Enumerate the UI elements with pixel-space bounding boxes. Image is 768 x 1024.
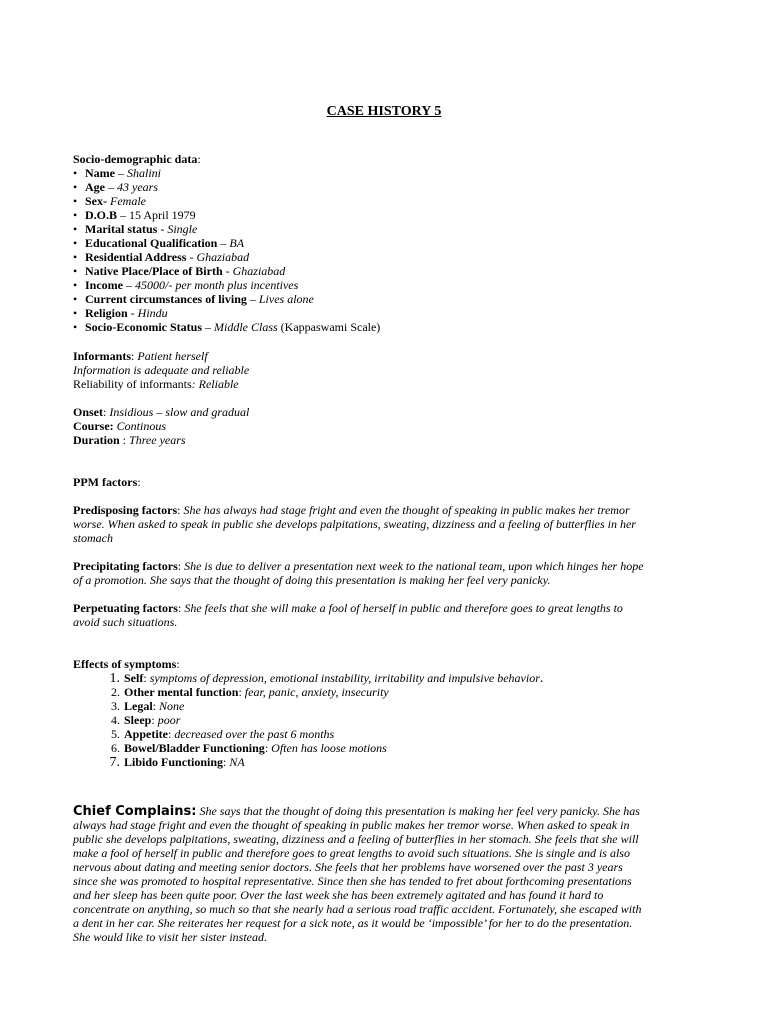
socio-item-value: Shalini [127, 166, 162, 180]
effect-label: Libido Functioning [124, 755, 224, 769]
socio-item-label: Socio-Economic Status [85, 320, 202, 334]
effect-label: Legal [124, 699, 153, 713]
effect-value: Often has loose motions [271, 741, 387, 755]
bullet-icon: • [73, 306, 78, 320]
socio-item-value: 45000/- per month plus incentives [135, 278, 299, 292]
precipitating-factors: Precipitating factors: She is due to deliver a presentation next week to the national team, upon which hinges her hope of a promotion. She says that the thought of doing this presentation is making her feel very panicky. [73, 559, 644, 587]
effect-label: Other mental function [124, 685, 239, 699]
bullet-icon: • [73, 166, 78, 180]
effect-item: 4. Sleep: poor [111, 713, 181, 727]
socio-item: • Name – Shalini [73, 166, 162, 180]
effect-value: symptoms of depression, emotional instability, irritability and impulsive behavior [149, 671, 540, 685]
socio-item-value: Hindu [137, 306, 168, 320]
effects-list [73, 671, 698, 769]
effect-value: fear, panic, anxiety, insecurity [244, 685, 389, 699]
socio-item [73, 194, 698, 208]
socio-item: • Socio-Economic Status – Middle Class (Kappaswami Scale) [73, 320, 381, 334]
socio-item-label: Age [85, 180, 105, 194]
socio-item: • Residential Address - Ghaziabad [73, 250, 250, 264]
socio-item-label: Income [85, 278, 123, 292]
socio-item-value: Ghaziabad [232, 264, 286, 278]
bullet-icon: • [73, 292, 78, 306]
socio-item-label: D.O.B [85, 208, 118, 222]
onset-line: Onset: Insidious – slow and gradual [73, 405, 250, 419]
socio-item: • Native Place/Place of Birth - Ghaziabad [73, 264, 286, 278]
effect-value: None [159, 699, 185, 713]
perpetuating-factors: Perpetuating factors: She feels that she will make a fool of herself in public and therefore goes to great lengths to avoid such situations. [73, 601, 623, 629]
page-title: CASE HISTORY 5 [326, 104, 442, 119]
effect-value: decreased over the past 6 months [174, 727, 335, 741]
ppm-heading: PPM factors: [73, 475, 141, 489]
bullet-icon: • [73, 236, 78, 250]
bullet-icon: • [73, 208, 78, 222]
socio-item-label: Religion [85, 306, 128, 320]
socio-item-value: Middle Class [214, 320, 278, 334]
effect-item: 5. Appetite: decreased over the past 6 months [111, 727, 335, 741]
predisposing-factors: Predisposing factors: She has always had stage fright and even the thought of speaking in public makes her tremor worse. When asked to speak in public she develops palpitations, sweating, dizziness and a feeling of butterflies in her stomach [73, 503, 636, 545]
chief-complaints-label: Chief Complains: [73, 804, 197, 819]
socio-item-label: Residential Address [85, 250, 187, 264]
effect-value: NA [229, 755, 245, 769]
bullet-icon: • [73, 250, 78, 264]
socio-item-label: Sex- [85, 194, 107, 208]
socio-item-value: Single [167, 222, 198, 236]
socio-item: • Educational Qualification – BA [73, 236, 245, 250]
information-adequacy: Information is adequate and reliable [73, 363, 250, 377]
bullet-icon: • [73, 194, 78, 208]
socio-item-label: Native Place/Place of Birth [85, 264, 223, 278]
effects-section [73, 657, 698, 769]
effect-item: 2. Other mental function: fear, panic, anxiety, insecurity [111, 685, 389, 699]
socio-item: • Religion - Hindu [73, 306, 168, 320]
effect-item: 3. Legal: None [111, 699, 185, 713]
bullet-icon: • [73, 180, 78, 194]
bullet-icon: • [73, 320, 78, 334]
reliability-line: Reliability of informants: Reliable [73, 377, 239, 391]
socio-list [73, 166, 698, 334]
effect-label: Appetite [124, 727, 168, 741]
effect-value: poor [157, 713, 181, 727]
effect-label: Self [124, 671, 144, 685]
bullet-icon: • [73, 278, 78, 292]
duration-line: Duration : Three years [73, 433, 186, 447]
effect-label: Bowel/Bladder Functioning [124, 741, 265, 755]
effect-label: Sleep [124, 713, 152, 727]
socio-item: • Current circumstances of living – Lives alone [73, 292, 314, 306]
socio-item-label: Educational Qualification [85, 236, 218, 250]
effect-item: 7. Libido Functioning: NA [109, 755, 245, 770]
socio-item-value: 43 years [117, 180, 158, 194]
course-line: Course: Continous [73, 419, 167, 433]
socio-item: • Income – 45000/- per month plus incentives [73, 278, 299, 292]
socio-item-value: Lives alone [258, 292, 314, 306]
course-section [73, 405, 698, 447]
socio-item: • Marital status - Single [73, 222, 198, 236]
socio-item-label: Name [85, 166, 115, 180]
socio-item-label: Marital status [85, 222, 158, 236]
effect-item: 6. Bowel/Bladder Functioning: Often has loose motions [111, 741, 387, 755]
bullet-icon: • [73, 222, 78, 236]
socio-item-label: Current circumstances of living [85, 292, 247, 306]
socio-item-value: BA [229, 236, 245, 250]
socio-item-value: Female [110, 194, 146, 208]
effect-item: 1. Self: symptoms of depression, emotional instability, irritability and impulsive behavior. [109, 671, 544, 686]
socio-item-value: Ghaziabad [196, 250, 250, 264]
socio-item-value: 15 April 1979 [129, 208, 196, 222]
informants-section [73, 349, 698, 391]
socio-heading: Socio-demographic data: [73, 152, 201, 166]
chief-complaints: Chief Complains: She says that the thought of doing this presentation is making her feel very panicky. She has always had stage fright and even the thought of speaking in public makes her tremor worse. When asked to speak in public she develops palpitations, sweating, dizziness and a feeling of butterflies in her stomach. She feels that she will make a fool of herself in public and therefore goes to great lengths to avoid such situations. She is single and is also nervous about dating and meeting senior doctors. She feels that her problems have worsened over the past 3 years since she was promoted to hospital representative. Since then she has tended to fret about forthcoming presentations and her sleep has been quite poor. Over the last week she has been extremely agitated and has found it hard to concentrate on anything, so much so that she nearly had a serious road traffic accident. Fortunately, she escaped with a dent in her car. She reiterates her request for a sick note, as it would be ‘impossible’ for her to do the presentation. She would like to visit her sister instead. [73, 804, 642, 944]
informants-line: Informants: Patient herself [73, 349, 208, 363]
socio-item: • Age – 43 years [73, 180, 158, 194]
effects-heading: Effects of symptoms: [73, 657, 180, 671]
socio-demographic-section [73, 152, 698, 334]
socio-item: • D.O.B – 15 April 1979 [73, 208, 196, 222]
bullet-icon: • [73, 264, 78, 278]
